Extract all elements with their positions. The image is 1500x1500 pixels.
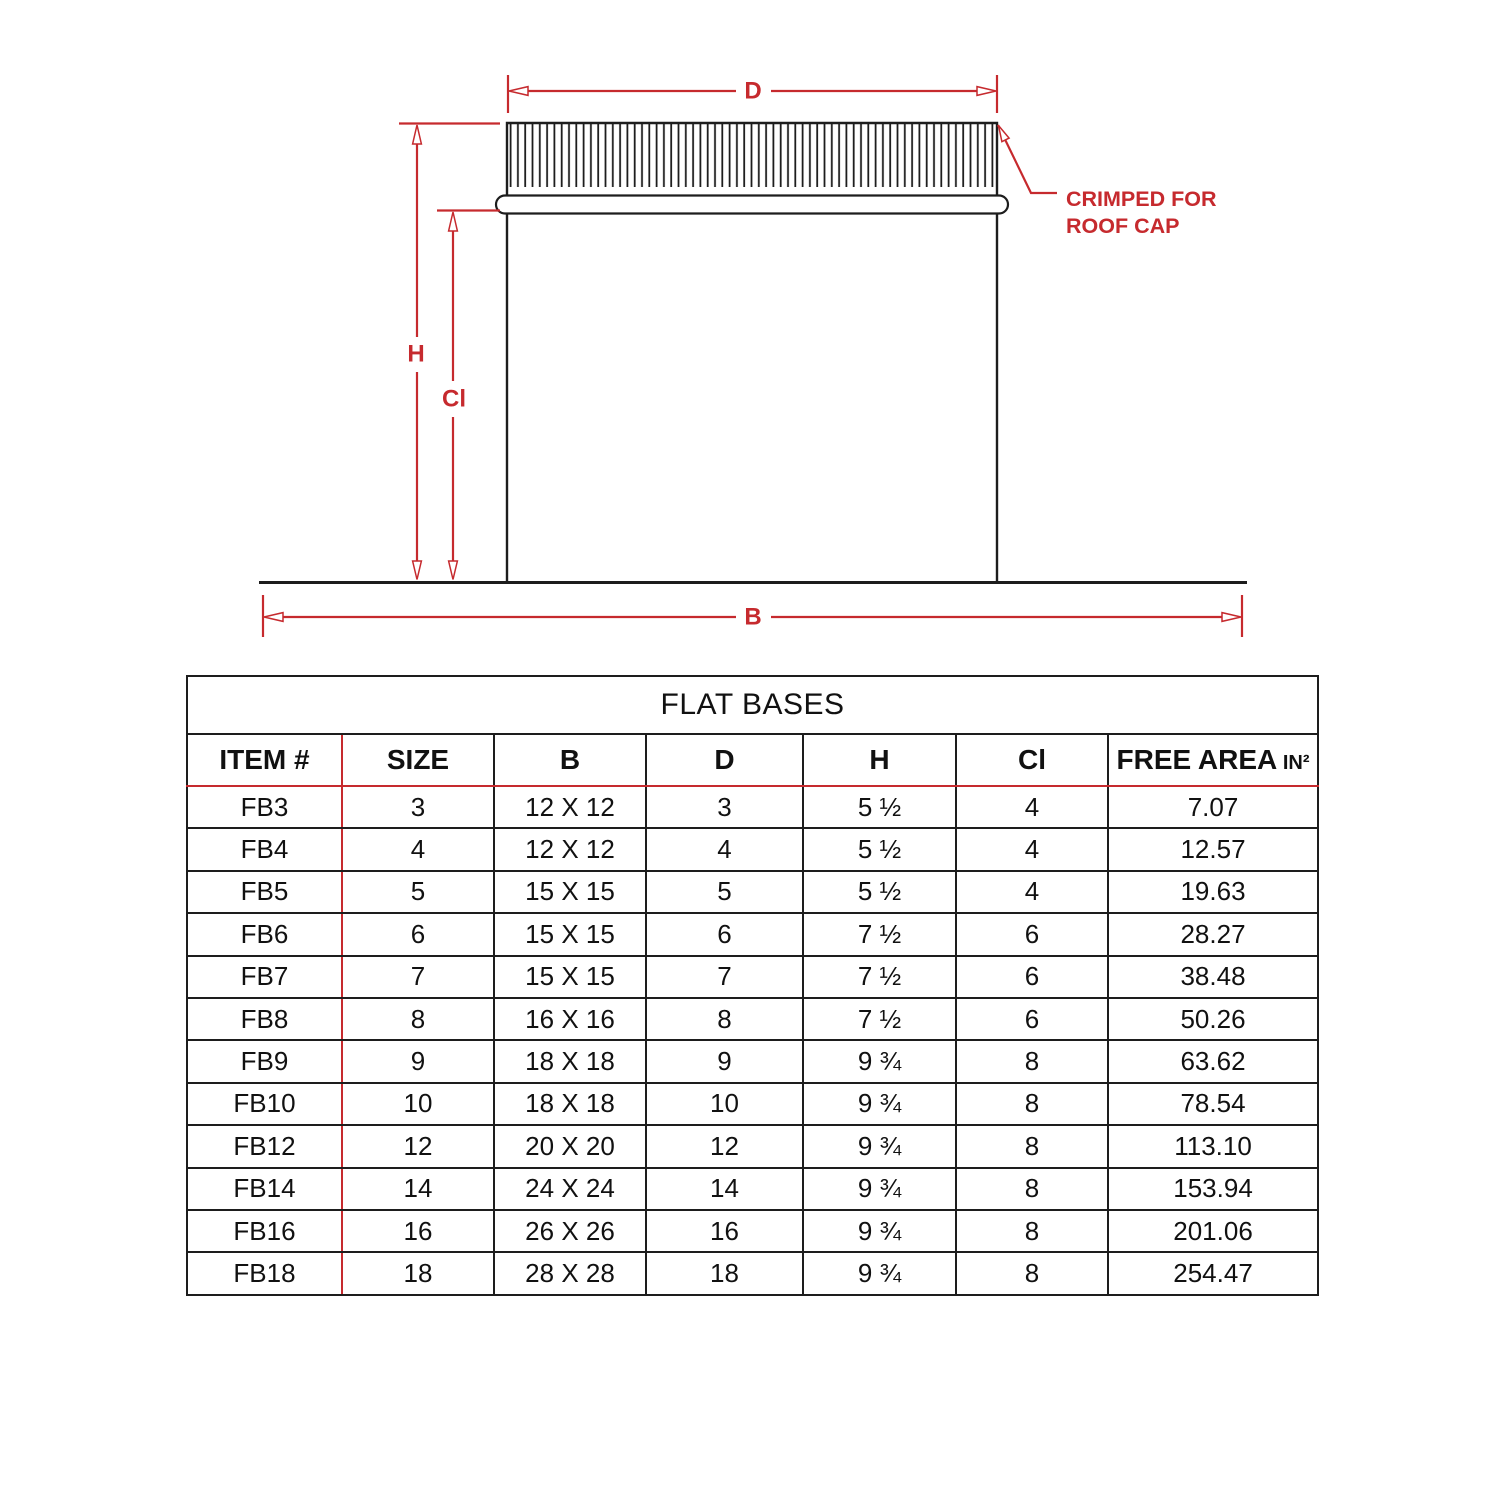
table-cell: 28 X 28 — [494, 1252, 646, 1294]
table-cell: 7.07 — [1108, 786, 1318, 828]
crimp-callout — [998, 125, 1217, 238]
table-row — [187, 1125, 1318, 1167]
table-cell: 12.57 — [1108, 828, 1318, 870]
table-cell: 78.54 — [1108, 1083, 1318, 1125]
table-cell: FB4 — [187, 828, 342, 870]
table-title: FLAT BASES — [187, 676, 1318, 734]
table-cell: 14 — [342, 1168, 494, 1210]
table-cell: 5 ½ — [803, 828, 956, 870]
table-cell: 7 ½ — [803, 956, 956, 998]
table-cell: 8 — [956, 1040, 1108, 1082]
table-cell: 6 — [956, 956, 1108, 998]
table-cell: FB8 — [187, 998, 342, 1040]
table-cell: 153.94 — [1108, 1168, 1318, 1210]
column-header-h: H — [803, 734, 956, 786]
table-cell: FB9 — [187, 1040, 342, 1082]
table-cell: 8 — [342, 998, 494, 1040]
dimension-h-label: H — [407, 340, 425, 368]
table-cell: FB18 — [187, 1252, 342, 1294]
table-cell: 5 — [342, 871, 494, 913]
table-body — [187, 786, 1318, 1295]
table-cell: 4 — [956, 871, 1108, 913]
table-cell: 50.26 — [1108, 998, 1318, 1040]
table-cell: 6 — [956, 913, 1108, 955]
table-cell: 12 X 12 — [494, 786, 646, 828]
flat-base-drawing — [0, 0, 1500, 665]
table-cell: 7 — [646, 956, 803, 998]
table-cell: 18 X 18 — [494, 1083, 646, 1125]
table-cell: 7 ½ — [803, 998, 956, 1040]
table-cell: 8 — [956, 1125, 1108, 1167]
table-cell: 18 — [342, 1252, 494, 1294]
dimension-b-label: B — [744, 603, 762, 631]
table-cell: 4 — [646, 828, 803, 870]
table-cell: 9 — [342, 1040, 494, 1082]
table-cell: FB5 — [187, 871, 342, 913]
column-header-item-: ITEM # — [187, 734, 342, 786]
table-cell: 20 X 20 — [494, 1125, 646, 1167]
table-cell: 10 — [342, 1083, 494, 1125]
table-cell: 8 — [956, 1083, 1108, 1125]
d-arrow-right — [977, 87, 996, 96]
table-cell: 16 — [646, 1210, 803, 1252]
table-cell: 12 — [342, 1125, 494, 1167]
table-cell: 63.62 — [1108, 1040, 1318, 1082]
b-arrow-left — [264, 613, 283, 622]
table-row — [187, 956, 1318, 998]
table-cell: 3 — [646, 786, 803, 828]
table-cell: 16 — [342, 1210, 494, 1252]
h-arrow-down — [413, 561, 422, 580]
table-cell: 6 — [646, 913, 803, 955]
table-row — [187, 998, 1318, 1040]
table-cell: 9 ¾ — [803, 1210, 956, 1252]
table-row — [187, 1252, 1318, 1294]
table-cell: FB3 — [187, 786, 342, 828]
table-cell: 15 X 15 — [494, 913, 646, 955]
cl-arrow-up — [449, 212, 458, 231]
column-header-free-area: FREE AREA IN² — [1108, 734, 1318, 786]
table-cell: 19.63 — [1108, 871, 1318, 913]
table-cell: 12 — [646, 1125, 803, 1167]
table-cell: 3 — [342, 786, 494, 828]
table-cell: 4 — [956, 786, 1108, 828]
table-cell: 4 — [342, 828, 494, 870]
table-cell: 9 ¾ — [803, 1252, 956, 1294]
table-cell: 12 X 12 — [494, 828, 646, 870]
table-cell: 5 ½ — [803, 786, 956, 828]
table-cell: 8 — [956, 1210, 1108, 1252]
table-cell: 15 X 15 — [494, 956, 646, 998]
table-cell: 8 — [646, 998, 803, 1040]
table-cell: 16 X 16 — [494, 998, 646, 1040]
table-row — [187, 1210, 1318, 1252]
dimension-d-label: D — [744, 77, 762, 105]
table-row — [187, 828, 1318, 870]
table-cell: 5 — [646, 871, 803, 913]
flat-bases-table-container — [186, 675, 1319, 1296]
table-cell: 9 ¾ — [803, 1125, 956, 1167]
column-header-size: SIZE — [342, 734, 494, 786]
column-header-d: D — [646, 734, 803, 786]
table-cell: 8 — [956, 1252, 1108, 1294]
column-header-b: B — [494, 734, 646, 786]
d-arrow-left — [509, 87, 528, 96]
table-cell: FB10 — [187, 1083, 342, 1125]
table-cell: 113.10 — [1108, 1125, 1318, 1167]
table-cell: 14 — [646, 1168, 803, 1210]
table-cell: 9 ¾ — [803, 1040, 956, 1082]
table-cell: 10 — [646, 1083, 803, 1125]
table-cell: FB7 — [187, 956, 342, 998]
table-row — [187, 1168, 1318, 1210]
table-cell: 9 ¾ — [803, 1168, 956, 1210]
flat-bases-table — [186, 675, 1319, 1296]
table-cell: 15 X 15 — [494, 871, 646, 913]
h-arrow-up — [413, 125, 422, 144]
table-cell: 8 — [956, 1168, 1108, 1210]
table-cell: 18 X 18 — [494, 1040, 646, 1082]
column-header-unit: IN² — [1277, 752, 1310, 774]
table-row — [187, 786, 1318, 828]
table-cell: FB14 — [187, 1168, 342, 1210]
column-header-cl: Cl — [956, 734, 1108, 786]
table-cell: 9 — [646, 1040, 803, 1082]
dimension-cl-label: Cl — [442, 385, 466, 413]
table-cell: FB16 — [187, 1210, 342, 1252]
table-row — [187, 1040, 1318, 1082]
table-cell: 38.48 — [1108, 956, 1318, 998]
table-cell: 4 — [956, 828, 1108, 870]
table-cell: FB6 — [187, 913, 342, 955]
table-cell: 26 X 26 — [494, 1210, 646, 1252]
table-cell: 24 X 24 — [494, 1168, 646, 1210]
table-row — [187, 871, 1318, 913]
cl-arrow-down — [449, 561, 458, 580]
table-cell: 254.47 — [1108, 1252, 1318, 1294]
table-row — [187, 1083, 1318, 1125]
callout-text-line1: CRIMPED FOR — [1066, 187, 1217, 211]
callout-leader-arrow — [999, 126, 1010, 142]
table-cell: 7 ½ — [803, 913, 956, 955]
table-cell: 7 — [342, 956, 494, 998]
table-cell: 28.27 — [1108, 913, 1318, 955]
crimp-hatching — [507, 123, 997, 187]
bead-ring — [496, 196, 1008, 214]
table-row — [187, 913, 1318, 955]
table-cell: 6 — [342, 913, 494, 955]
table-cell: 9 ¾ — [803, 1083, 956, 1125]
callout-text-line2: ROOF CAP — [1066, 214, 1180, 238]
table-cell: 201.06 — [1108, 1210, 1318, 1252]
table-title-row — [187, 676, 1318, 734]
table-cell: 18 — [646, 1252, 803, 1294]
table-cell: 5 ½ — [803, 871, 956, 913]
b-arrow-right — [1222, 613, 1241, 622]
table-cell: FB12 — [187, 1125, 342, 1167]
table-header-row — [187, 734, 1318, 786]
table-cell: 6 — [956, 998, 1108, 1040]
crimped-collar — [507, 123, 997, 196]
